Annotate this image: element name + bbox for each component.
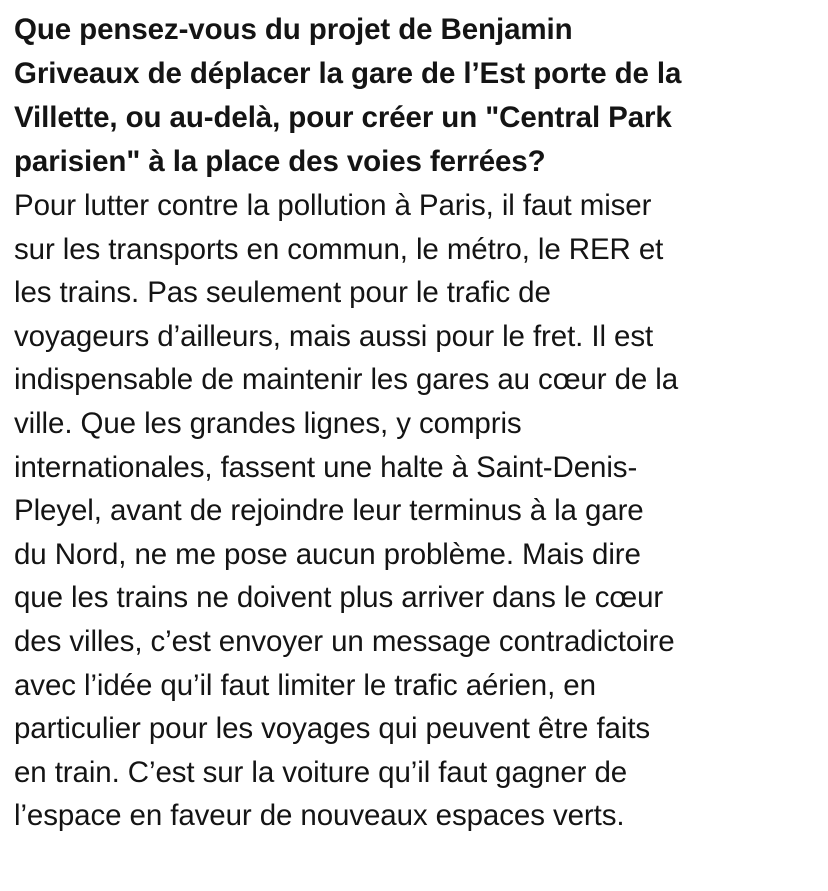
interview-excerpt bbox=[14, 8, 814, 838]
interview-question bbox=[14, 8, 814, 184]
answer-line: sur les transports en commun, le métro, le RER et bbox=[14, 232, 664, 266]
answer-line: particulier pour les voyages qui peuvent être faits bbox=[14, 712, 651, 746]
answer-line: en train. C’est sur la voiture qu’il faut gagner de bbox=[14, 755, 628, 789]
interview-answer bbox=[14, 184, 814, 838]
question-line: Que pensez-vous du projet de Benjamin bbox=[14, 13, 573, 46]
answer-line: ville. Que les grandes lignes, y compris bbox=[14, 406, 522, 440]
answer-line: l’espace en faveur de nouveaux espaces verts. bbox=[14, 799, 625, 833]
answer-line: avec l’idée qu’il faut limiter le trafic aérien, en bbox=[14, 668, 596, 702]
answer-line: des villes, c’est envoyer un message contradictoire bbox=[14, 624, 675, 658]
question-line: Griveaux de déplacer la gare de l’Est porte de la bbox=[14, 57, 682, 90]
question-line: parisien" à la place des voies ferrées? bbox=[14, 145, 546, 178]
answer-line: indispensable de maintenir les gares au cœur de la bbox=[14, 363, 679, 397]
answer-line: les trains. Pas seulement pour le trafic de bbox=[14, 276, 551, 310]
answer-line: Pour lutter contre la pollution à Paris, il faut miser bbox=[14, 189, 652, 222]
answer-line: voyageurs d’ailleurs, mais aussi pour le fret. Il est bbox=[14, 319, 654, 353]
answer-line: internationales, fassent une halte à Saint-Denis- bbox=[14, 450, 638, 484]
question-line: Villette, ou au-delà, pour créer un "Central Park bbox=[14, 101, 672, 134]
answer-line: Pleyel, avant de rejoindre leur terminus à la gare bbox=[14, 494, 644, 528]
answer-line: du Nord, ne me pose aucun problème. Mais dire bbox=[14, 537, 641, 571]
answer-line: que les trains ne doivent plus arriver dans le cœur bbox=[14, 581, 664, 615]
